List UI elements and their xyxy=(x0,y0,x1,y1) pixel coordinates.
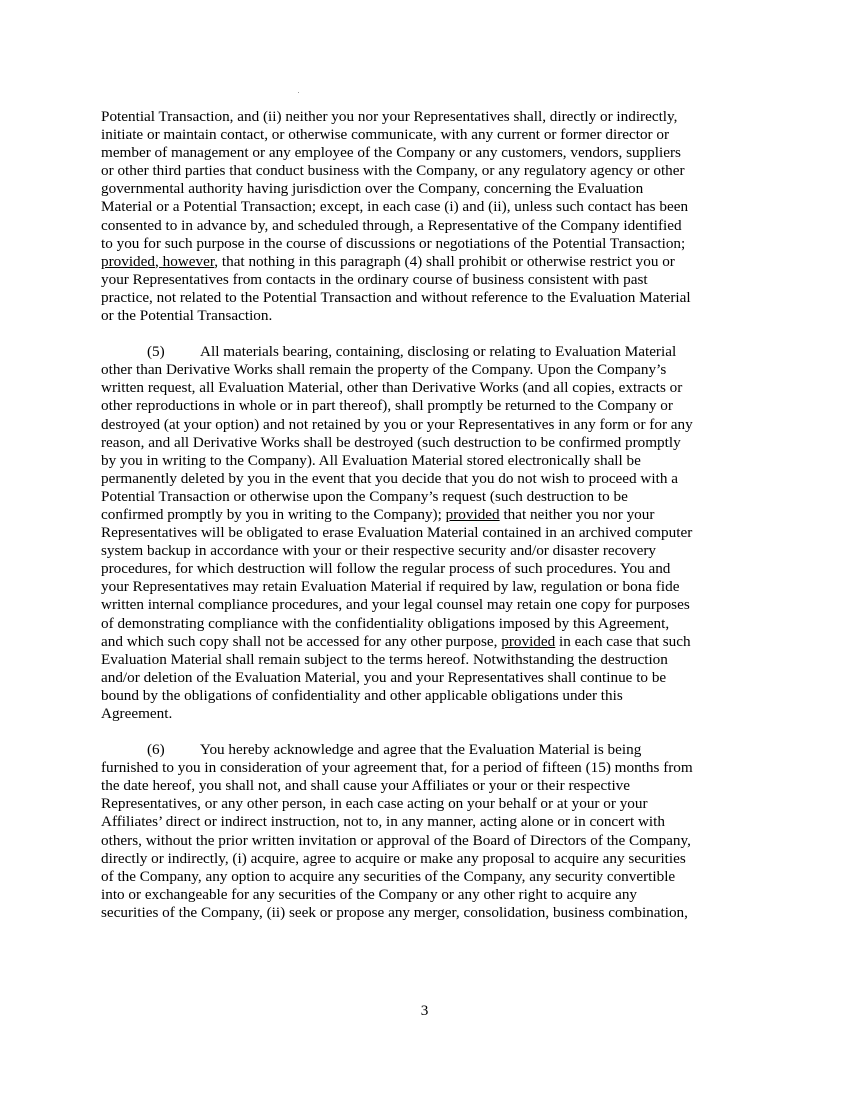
text-line: of the Company, any option to acquire any securities of the Company, any security convertible xyxy=(101,867,676,885)
text-run: , that nothing in this paragraph (4) shall prohibit or otherwise restrict you or xyxy=(214,252,675,270)
text-line: other than Derivative Works shall remain the property of the Company. Upon the Company’s xyxy=(101,361,667,379)
text-line: and/or deletion of the Evaluation Material, you and your Representatives shall continue to be xyxy=(101,668,667,686)
text-line: initiate or maintain contact, or otherwise communicate, with any current or former director or xyxy=(101,126,670,144)
text-line: your Representatives from contacts in the ordinary course of business consistent with past xyxy=(101,270,648,288)
however-underlined: however xyxy=(162,252,215,270)
text-line xyxy=(101,506,757,524)
text-line: reason, and all Derivative Works shall be destroyed (such destruction to be confirmed promptly xyxy=(101,433,681,451)
paragraph-number: (5) xyxy=(147,343,165,361)
provided-underlined: provided xyxy=(445,505,500,523)
text-line: of demonstrating compliance with the confidentiality obligations imposed by this Agreement, xyxy=(101,614,670,632)
text-line: Material or a Potential Transaction; except, in each case (i) and (ii), unless such contact has been xyxy=(101,198,689,216)
page-number: 3 xyxy=(420,1002,429,1019)
paragraph-4-continuation xyxy=(101,108,757,325)
text-line: bound by the obligations of confidentiality and other applicable obligations under this xyxy=(101,686,623,704)
text-line xyxy=(101,343,757,361)
paragraph-5 xyxy=(101,343,757,723)
text-line: or other third parties that conduct business with the Company, or any regulatory agency or other xyxy=(101,162,685,180)
text-line: furnished to you in consideration of your agreement that, for a period of fifteen (15) months from xyxy=(101,759,693,777)
text-line: to you for such purpose in the course of discussions or negotiations of the Potential Transaction; xyxy=(101,234,686,252)
text-run: and which such copy shall not be accessed for any other purpose, xyxy=(101,632,502,650)
text-line: destroyed (at your option) and not retained by you or your Representatives in any form or for any xyxy=(101,415,693,433)
text-line: consented to in advance by, and scheduled through, a Representative of the Company identified xyxy=(101,216,682,234)
text-run: that neither you nor your xyxy=(499,505,655,523)
text-line: Affiliates’ direct or indirect instruction, not to, in any manner, acting alone or in concert with xyxy=(101,813,665,831)
paragraph-spacer xyxy=(101,325,757,343)
text-line xyxy=(101,253,757,271)
provided-underlined: provided xyxy=(501,632,556,650)
text-run: All materials bearing, containing, disclosing or relating to Evaluation Material xyxy=(200,343,677,361)
text-line: others, without the prior written invitation or approval of the Board of Directors of the Company, xyxy=(101,831,691,849)
text-run: confirmed promptly by you in writing to the Company); xyxy=(101,505,446,523)
paragraph-spacer xyxy=(101,723,757,741)
text-line: member of management or any employee of the Company or any customers, vendors, suppliers xyxy=(101,144,681,162)
text-line: Representatives will be obligated to erase Evaluation Material contained in an archived computer xyxy=(101,524,693,542)
paragraph-number: (6) xyxy=(147,741,165,759)
paragraph-6 xyxy=(101,741,757,922)
text-line: practice, not related to the Potential Transaction and without reference to the Evaluation Material xyxy=(101,288,691,306)
text-line: securities of the Company, (ii) seek or propose any merger, consolidation, business combination, xyxy=(101,903,688,921)
text-line: written internal compliance procedures, and your legal counsel may retain one copy for purposes xyxy=(101,596,690,614)
text-line: Representatives, or any other person, in each case acting on your behalf or at your or your xyxy=(101,795,648,813)
text-line: Potential Transaction or otherwise upon the Company’s request (such destruction to be xyxy=(101,487,628,505)
comma-underlined: , xyxy=(155,252,163,270)
text-line: your Representatives may retain Evaluation Material if required by law, regulation or bona fide xyxy=(101,578,680,596)
text-line xyxy=(101,633,757,651)
text-line: Potential Transaction, and (ii) neither you nor your Representatives shall, directly or indirectly, xyxy=(101,108,678,125)
text-line: system backup in accordance with your or their respective security and/or disaster recovery xyxy=(101,542,656,560)
text-line: the date hereof, you shall not, and shall cause your Affiliates or your or their respective xyxy=(101,777,631,795)
text-line: other reproductions in whole or in part thereof), shall promptly be returned to the Company or xyxy=(101,397,673,415)
text-line: Evaluation Material shall remain subject to the terms hereof. Notwithstanding the destruction xyxy=(101,650,668,668)
text-line: procedures, for which destruction will follow the regular process of such procedures. You and xyxy=(101,560,671,578)
text-line: written request, all Evaluation Material, other than Derivative Works (and all copies, extracts or xyxy=(101,379,683,397)
text-run: You hereby acknowledge and agree that the Evaluation Material is being xyxy=(200,741,642,759)
text-line: governmental authority having jurisdiction over the Company, concerning the Evaluation xyxy=(101,180,644,198)
text-line: directly or indirectly, (i) acquire, agree to acquire or make any proposal to acquire any securities xyxy=(101,849,686,867)
text-line xyxy=(101,741,757,759)
text-line: or the Potential Transaction. xyxy=(101,307,273,325)
document-body xyxy=(101,108,757,922)
text-line: Agreement. xyxy=(101,705,173,722)
scan-speck xyxy=(298,92,299,93)
text-line: by you in writing to the Company). All Evaluation Material stored electronically shall be xyxy=(101,451,641,469)
provided-underlined: provided xyxy=(101,252,155,270)
text-line: permanently deleted by you in the event that you decide that you do not wish to proceed with a xyxy=(101,469,678,487)
text-run: in each case that such xyxy=(555,632,691,650)
text-line: into or exchangeable for any securities of the Company or any other right to acquire any xyxy=(101,885,638,903)
